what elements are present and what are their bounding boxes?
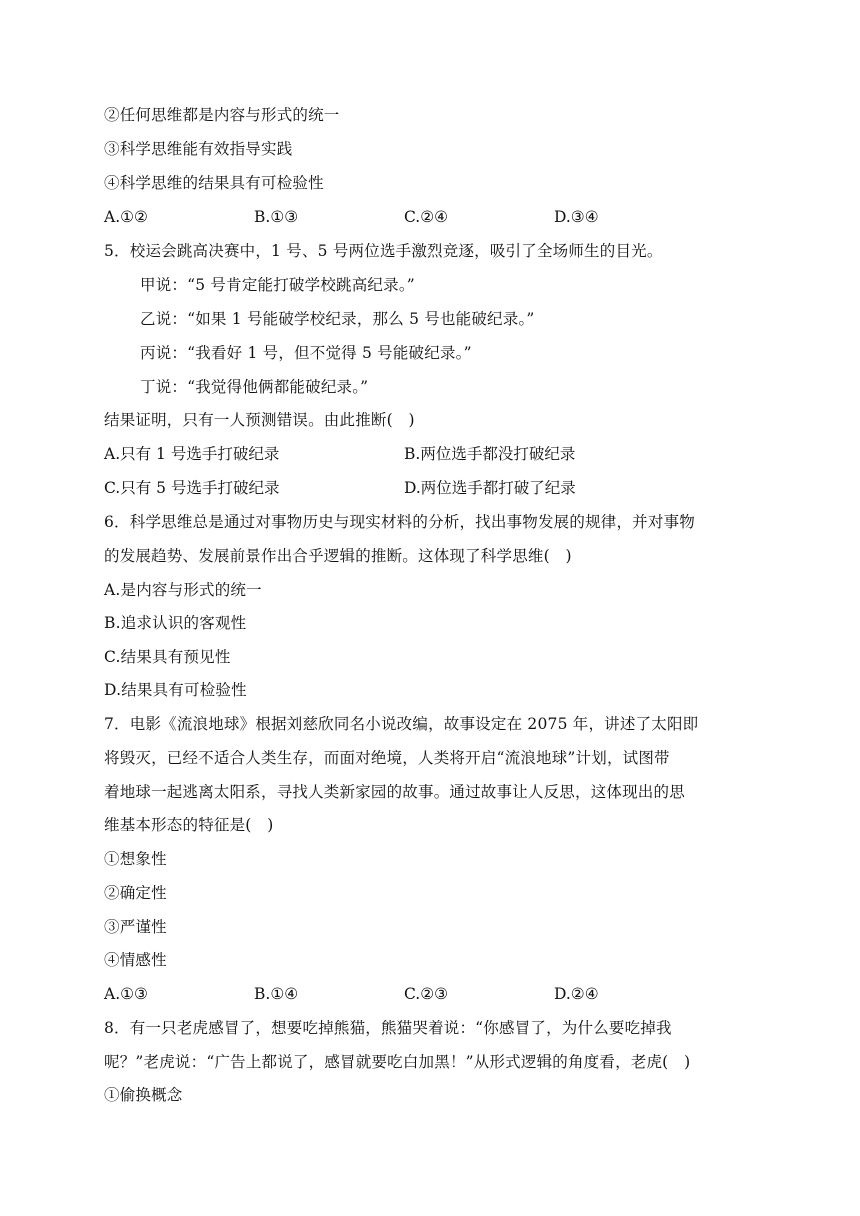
q5-options-row-1 bbox=[104, 444, 744, 464]
q7-option-c: C.②③ bbox=[404, 985, 449, 1003]
q7-option-a: A.①③ bbox=[104, 985, 148, 1003]
q4-item-2: ②任何思维都是内容与形式的统一 bbox=[104, 106, 340, 124]
q7-item-4: ④情感性 bbox=[104, 951, 167, 969]
q6-stem-line-1: 6．科学思维总是通过对事物历史与现实材料的分析，找出事物发展的规律，并对事物 bbox=[104, 513, 695, 531]
q5-options-row-2 bbox=[104, 478, 744, 498]
q6-stem-line-2: 的发展趋势、发展前景作出合乎逻辑的推断。这体现了科学思维( ) bbox=[104, 547, 572, 565]
q5-stem: 5．校运会跳高决赛中，1 号、5 号两位选手激烈竞逐，吸引了全场师生的目光。 bbox=[104, 242, 663, 260]
q4-option-a: A.①② bbox=[104, 208, 148, 226]
q7-stem-line-4: 维基本形态的特征是( ) bbox=[104, 816, 274, 834]
q4-item-4: ④科学思维的结果具有可检验性 bbox=[104, 174, 324, 192]
q5-option-a: A.只有 1 号选手打破纪录 bbox=[104, 445, 280, 463]
q7-item-1: ①想象性 bbox=[104, 850, 167, 868]
q5-option-b: B.两位选手都没打破纪录 bbox=[404, 445, 576, 463]
q7-option-b: B.①④ bbox=[254, 985, 299, 1003]
q5-quote-ding: 丁说：“我觉得他俩都能破纪录。” bbox=[140, 378, 369, 396]
q5-option-d: D.两位选手都打破了纪录 bbox=[404, 479, 576, 497]
q6-option-a: A.是内容与形式的统一 bbox=[104, 581, 262, 599]
q6-option-d: D.结果具有可检验性 bbox=[104, 681, 247, 699]
q5-option-c: C.只有 5 号选手打破纪录 bbox=[104, 479, 280, 497]
q6-option-c: C.结果具有预见性 bbox=[104, 648, 231, 666]
q7-option-d: D.②④ bbox=[554, 985, 599, 1003]
q5-quote-jia: 甲说：“5 号肯定能打破学校跳高纪录。” bbox=[140, 276, 415, 294]
q5-quote-bing: 丙说：“我看好 1 号，但不觉得 5 号能破纪录。” bbox=[140, 344, 472, 362]
q7-item-2: ②确定性 bbox=[104, 884, 167, 902]
q4-option-d: D.③④ bbox=[554, 208, 599, 226]
q5-quote-yi: 乙说：“如果 1 号能破学校纪录，那么 5 号也能破纪录。” bbox=[140, 310, 535, 328]
q6-option-b: B.追求认识的客观性 bbox=[104, 614, 247, 632]
q8-item-1: ①偷换概念 bbox=[104, 1086, 183, 1104]
q7-stem-line-2: 将毁灭，已经不适合人类生存，而面对绝境，人类将开启“流浪地球”计划，试图带 bbox=[104, 749, 670, 767]
q7-stem-line-3: 着地球一起逃离太阳系，寻找人类新家园的故事。通过故事让人反思，这体现出的思 bbox=[104, 783, 685, 801]
q7-options bbox=[104, 984, 744, 1004]
q8-stem-line-2: 呢？”老虎说：“广告上都说了，感冒就要吃白加黑！”从形式逻辑的角度看，老虎( ) bbox=[104, 1053, 691, 1071]
q4-option-c: C.②④ bbox=[404, 208, 449, 226]
q7-item-3: ③严谨性 bbox=[104, 918, 167, 936]
q5-question: 结果证明，只有一人预测错误。由此推断( ) bbox=[104, 411, 415, 429]
q7-stem-line-1: 7．电影《流浪地球》根据刘慈欣同名小说改编，故事设定在 2075 年，讲述了太阳即 bbox=[104, 715, 699, 733]
q4-options bbox=[104, 207, 744, 227]
q4-item-3: ③科学思维能有效指导实践 bbox=[104, 140, 293, 158]
q8-stem-line-1: 8．有一只老虎感冒了，想要吃掉熊猫，熊猫哭着说：“你感冒了，为什么要吃掉我 bbox=[104, 1019, 672, 1037]
q4-option-b: B.①③ bbox=[254, 208, 299, 226]
